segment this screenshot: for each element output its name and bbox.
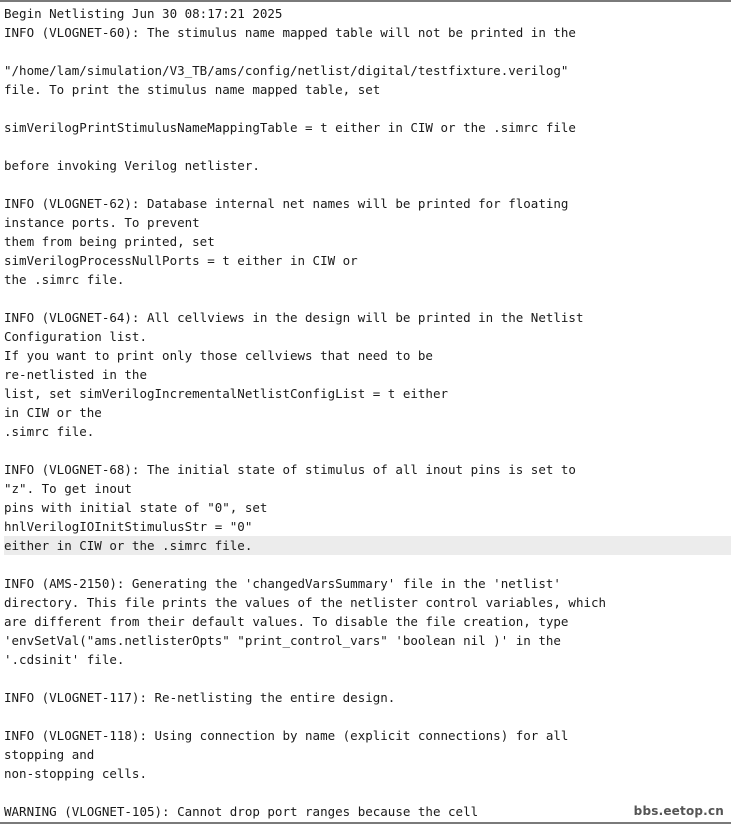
log-line[interactable] xyxy=(4,137,731,156)
log-line[interactable]: directory. This file prints the values of the netlister control variables, which xyxy=(4,595,607,610)
log-line[interactable]: '.cdsinit' file. xyxy=(4,652,125,667)
log-line[interactable]: If you want to print only those cellviews that need to be xyxy=(4,348,433,363)
log-line[interactable]: INFO (VLOGNET-62): Database internal net names will be printed for floating xyxy=(4,196,569,211)
log-line[interactable]: hnlVerilogIOInitStimulusStr = "0" xyxy=(4,519,253,534)
log-line[interactable] xyxy=(4,783,731,802)
log-line[interactable]: simVerilogProcessNullPorts = t either in CIW or xyxy=(4,253,358,268)
log-line[interactable]: list, set simVerilogIncrementalNetlistConfigList = t either xyxy=(4,386,449,401)
watermark: bbs.eetop.cn xyxy=(633,804,724,818)
log-line[interactable]: INFO (VLOGNET-117): Re-netlisting the entire design. xyxy=(4,690,396,705)
log-line[interactable]: INFO (VLOGNET-60): The stimulus name mapped table will not be printed in the xyxy=(4,25,576,40)
log-line[interactable] xyxy=(4,289,731,308)
log-line[interactable] xyxy=(4,99,731,118)
log-line[interactable]: INFO (VLOGNET-118): Using connection by name (explicit connections) for all xyxy=(4,728,569,743)
log-line[interactable] xyxy=(4,42,731,61)
log-line[interactable]: INFO (VLOGNET-64): All cellviews in the design will be printed in the Netlist xyxy=(4,310,584,325)
log-line[interactable]: in CIW or the xyxy=(4,405,102,420)
log-line[interactable]: before invoking Verilog netlister. xyxy=(4,158,260,173)
log-line[interactable] xyxy=(4,669,731,688)
log-line[interactable] xyxy=(4,175,731,194)
selected-log-line[interactable]: either in CIW or the .simrc file. xyxy=(4,536,731,555)
netlist-log-text[interactable] xyxy=(0,4,731,821)
log-line[interactable] xyxy=(4,441,731,460)
log-line[interactable]: simVerilogPrintStimulusNameMappingTable = t either in CIW or the .simrc file xyxy=(4,120,576,135)
log-line[interactable]: the .simrc file. xyxy=(4,272,125,287)
log-line[interactable]: instance ports. To prevent xyxy=(4,215,200,230)
log-line[interactable]: "z". To get inout xyxy=(4,481,132,496)
log-line[interactable]: .simrc file. xyxy=(4,424,95,439)
log-line[interactable]: re-netlisted in the xyxy=(4,367,147,382)
log-line[interactable]: pins with initial state of "0", set xyxy=(4,500,268,515)
log-line[interactable]: WARNING (VLOGNET-105): Cannot drop port ranges because the cell xyxy=(4,804,479,819)
log-line[interactable]: are different from their default values. To disable the file creation, type xyxy=(4,614,569,629)
log-line[interactable]: them from being printed, set xyxy=(4,234,215,249)
log-line[interactable] xyxy=(4,707,731,726)
log-line[interactable]: INFO (AMS-2150): Generating the 'changedVarsSummary' file in the 'netlist' xyxy=(4,576,561,591)
log-line[interactable]: Configuration list. xyxy=(4,329,147,344)
log-line[interactable]: non-stopping cells. xyxy=(4,766,147,781)
log-line[interactable]: "/home/lam/simulation/V3_TB/ams/config/netlist/digital/testfixture.verilog" xyxy=(4,63,569,78)
log-line[interactable] xyxy=(4,555,731,574)
log-line[interactable]: stopping and xyxy=(4,747,95,762)
log-line[interactable]: file. To print the stimulus name mapped table, set xyxy=(4,82,381,97)
log-line[interactable]: 'envSetVal("ams.netlisterOpts" "print_control_vars" 'boolean nil )' in the xyxy=(4,633,561,648)
log-line[interactable]: Begin Netlisting Jun 30 08:17:21 2025 xyxy=(4,6,283,21)
log-line[interactable]: INFO (VLOGNET-68): The initial state of stimulus of all inout pins is set to xyxy=(4,462,576,477)
